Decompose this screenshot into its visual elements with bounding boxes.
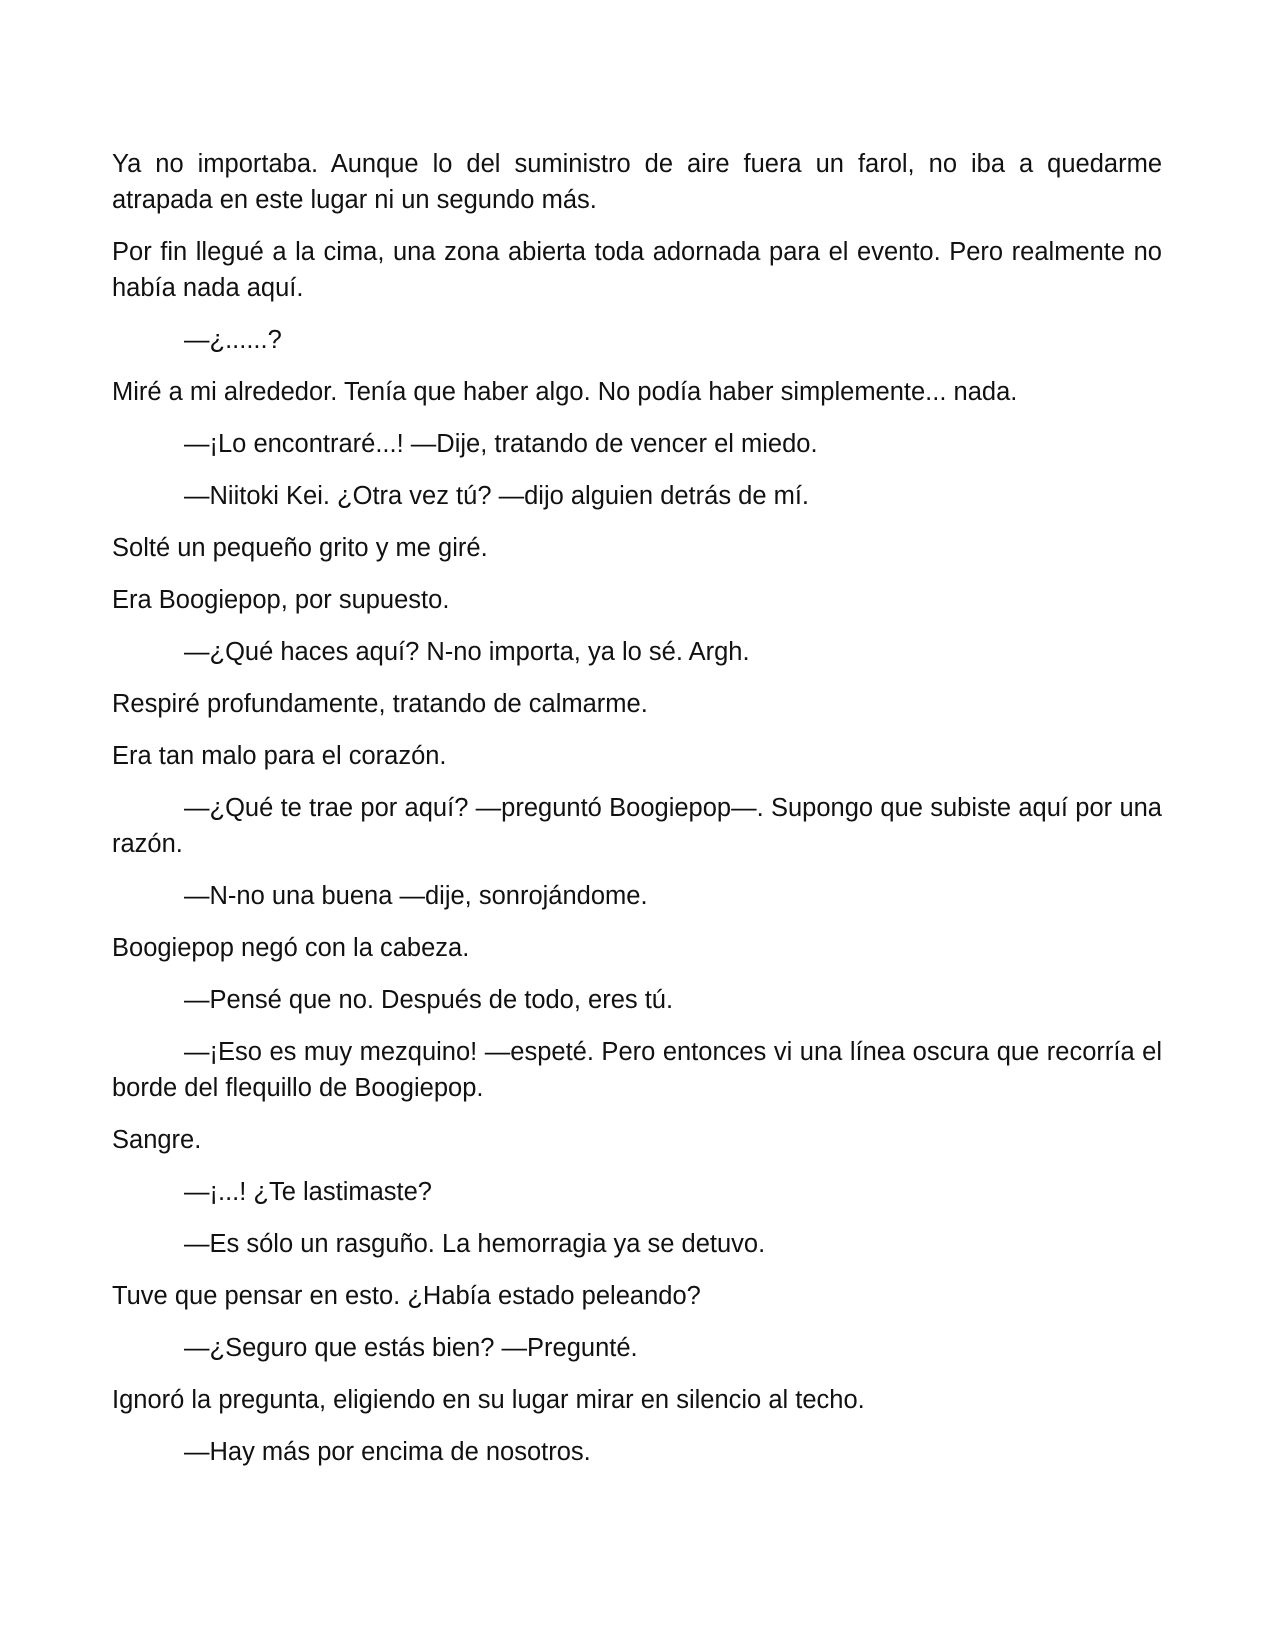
paragraph: Por fin llegué a la cima, una zona abierta toda adornada para el evento. Pero realmente no había nada aquí. [112, 238, 1162, 302]
paragraph: Ignoró la pregunta, eligiendo en su lugar mirar en silencio al techo. [112, 1386, 865, 1414]
dialogue-paragraph: —¿Qué te trae por aquí? —preguntó Boogiepop—. Supongo que subiste aquí por una razón. [112, 794, 1162, 858]
dialogue-paragraph: —Es sólo un rasguño. La hemorragia ya se detuvo. [184, 1230, 766, 1258]
paragraph: Solté un pequeño grito y me giré. [112, 534, 488, 562]
paragraph: Era tan malo para el corazón. [112, 742, 447, 770]
dialogue-paragraph: —¿......? [184, 326, 282, 354]
paragraph: Era Boogiepop, por supuesto. [112, 586, 450, 614]
paragraph: Respiré profundamente, tratando de calmarme. [112, 690, 648, 718]
dialogue-paragraph: —¿Seguro que estás bien? —Pregunté. [184, 1334, 638, 1362]
paragraph: Miré a mi alrededor. Tenía que haber algo. No podía haber simplemente... nada. [112, 378, 1018, 406]
dialogue-paragraph: —N-no una buena —dije, sonrojándome. [184, 882, 648, 910]
dialogue-paragraph: —¡...! ¿Te lastimaste? [184, 1178, 432, 1206]
dialogue-paragraph: —Pensé que no. Después de todo, eres tú. [184, 986, 674, 1014]
paragraph: Boogiepop negó con la cabeza. [112, 934, 470, 962]
document-page [112, 146, 1162, 1486]
paragraph: Ya no importaba. Aunque lo del suministro de aire fuera un farol, no iba a quedarme atrapada en este lugar ni un segundo más. [112, 150, 1162, 214]
paragraph: Sangre. [112, 1126, 202, 1154]
dialogue-paragraph: —¡Eso es muy mezquino! —espeté. Pero entonces vi una línea oscura que recorría el borde del flequillo de Boogiepop. [112, 1038, 1162, 1102]
dialogue-paragraph: —¡Lo encontraré...! —Dije, tratando de vencer el miedo. [184, 430, 818, 458]
dialogue-paragraph: —¿Qué haces aquí? N-no importa, ya lo sé. Argh. [184, 638, 750, 666]
dialogue-paragraph: —Niitoki Kei. ¿Otra vez tú? —dijo alguien detrás de mí. [184, 482, 810, 510]
dialogue-paragraph: —Hay más por encima de nosotros. [184, 1438, 591, 1466]
paragraph: Tuve que pensar en esto. ¿Había estado peleando? [112, 1282, 701, 1310]
